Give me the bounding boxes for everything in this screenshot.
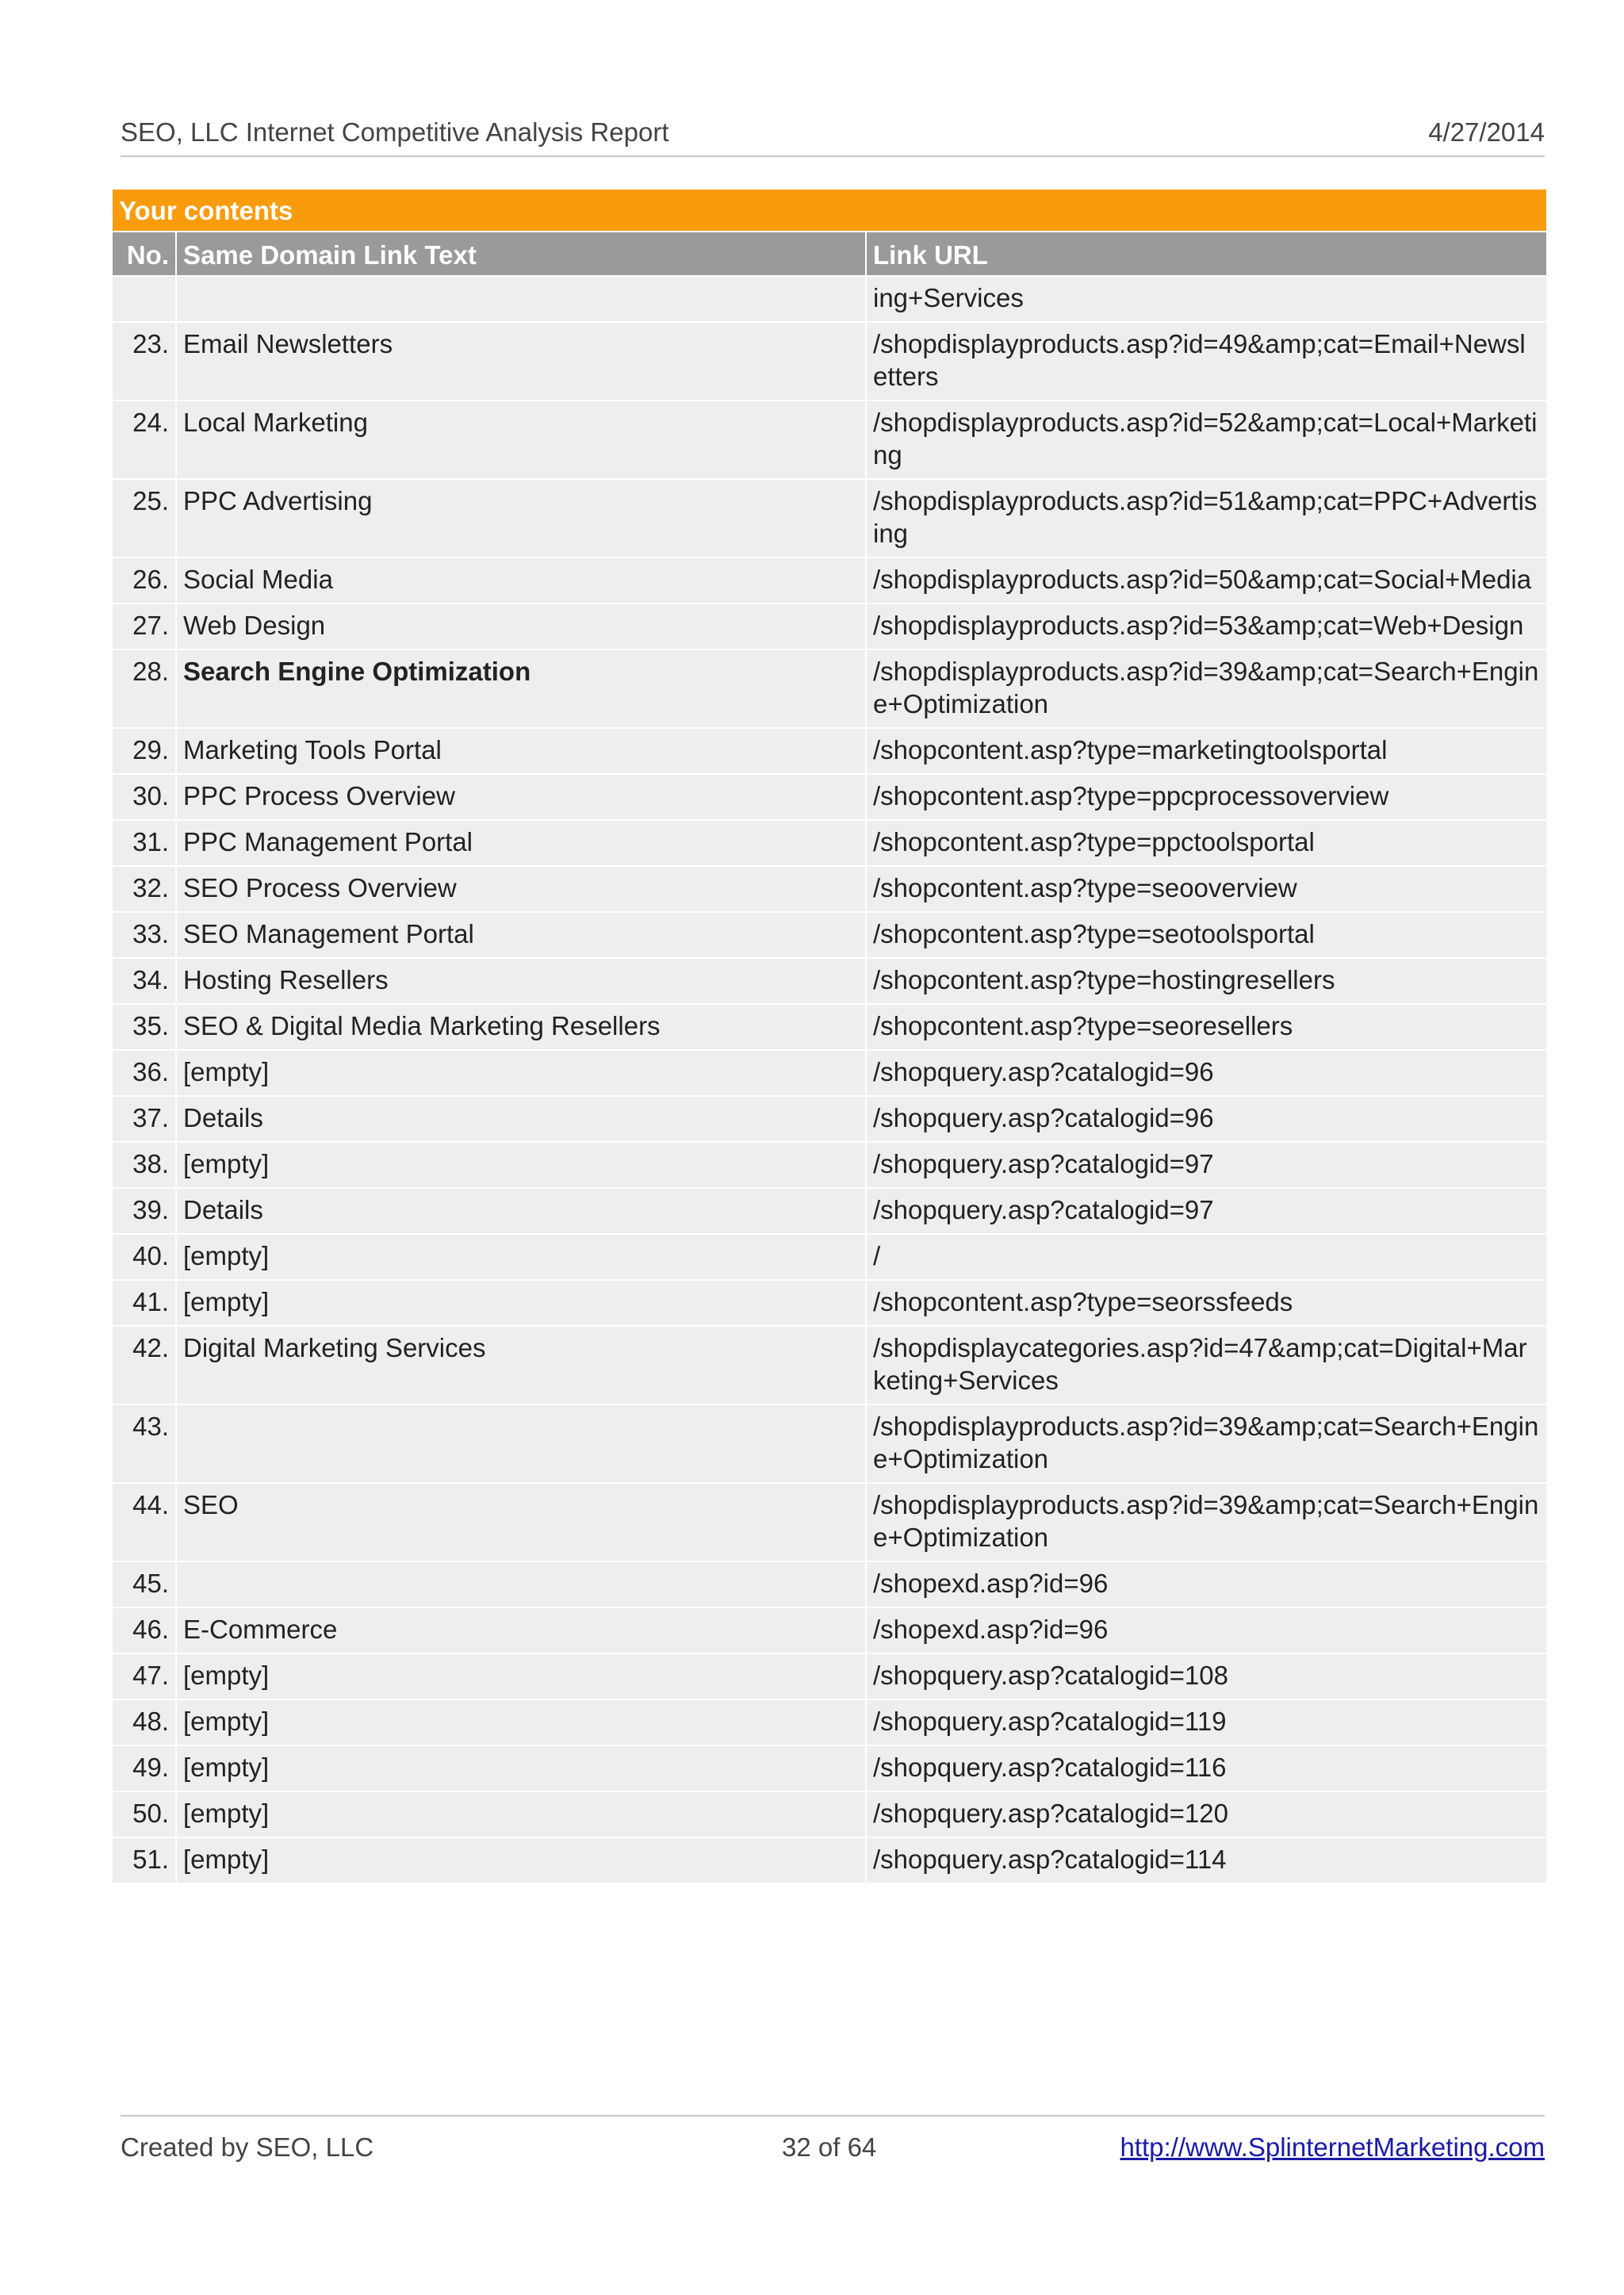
table-row (112, 820, 1547, 866)
row-link-text: Social Media (176, 557, 866, 603)
row-number: 33. (112, 912, 176, 958)
footer-page-indicator: 32 of 64 (782, 2132, 877, 2162)
row-number: 51. (112, 1837, 176, 1883)
row-link-url: /shopdisplayproducts.asp?id=53&amp;cat=Web+Design (866, 603, 1547, 649)
row-link-text: Marketing Tools Portal (176, 728, 866, 774)
row-link-text: [empty] (176, 1234, 866, 1280)
row-number: 38. (112, 1142, 176, 1188)
table-row (112, 1004, 1547, 1050)
row-number: 34. (112, 958, 176, 1004)
row-link-text: PPC Management Portal (176, 820, 866, 866)
row-link-text: Search Engine Optimization (176, 649, 866, 728)
table-row (112, 1326, 1547, 1404)
row-number: 47. (112, 1653, 176, 1699)
table-row (112, 1188, 1547, 1234)
links-table (111, 188, 1548, 1884)
row-link-url: /shopdisplayproducts.asp?id=39&amp;cat=Search+Engine+Optimization (866, 1483, 1547, 1561)
report-date: 4/27/2014 (1428, 117, 1545, 147)
row-number: 41. (112, 1280, 176, 1326)
row-link-url: /shopcontent.asp?type=marketingtoolsportal (866, 728, 1547, 774)
row-number: 23. (112, 322, 176, 400)
row-link-text (176, 1404, 866, 1483)
table-body (112, 276, 1547, 1883)
row-link-text: [empty] (176, 1745, 866, 1791)
row-link-url: /shopquery.asp?catalogid=119 (866, 1699, 1547, 1745)
row-number: 42. (112, 1326, 176, 1404)
row-link-text: [empty] (176, 1837, 866, 1883)
report-title: SEO, LLC Internet Competitive Analysis Report (121, 117, 669, 147)
row-link-url: /shopdisplayproducts.asp?id=49&amp;cat=Email+Newsletters (866, 322, 1547, 400)
row-link-text (176, 276, 866, 322)
row-link-url: /shopquery.asp?catalogid=97 (866, 1188, 1547, 1234)
row-number: 45. (112, 1561, 176, 1607)
row-link-url: /shopquery.asp?catalogid=96 (866, 1050, 1547, 1096)
row-link-text: Digital Marketing Services (176, 1326, 866, 1404)
table-row (112, 557, 1547, 603)
table-row (112, 958, 1547, 1004)
column-header-link-url: Link URL (866, 232, 1547, 276)
table-row (112, 479, 1547, 557)
row-link-url: /shopexd.asp?id=96 (866, 1607, 1547, 1653)
row-link-text: Hosting Resellers (176, 958, 866, 1004)
table-row (112, 1483, 1547, 1561)
table-row (112, 1837, 1547, 1883)
table-row (112, 603, 1547, 649)
row-link-url: /shopdisplayproducts.asp?id=39&amp;cat=Search+Engine+Optimization (866, 649, 1547, 728)
row-link-url: /shopquery.asp?catalogid=114 (866, 1837, 1547, 1883)
row-link-text: [empty] (176, 1653, 866, 1699)
row-link-url: /shopquery.asp?catalogid=108 (866, 1653, 1547, 1699)
table-row (112, 1050, 1547, 1096)
row-link-url: /shopcontent.asp?type=ppcprocessoverview (866, 774, 1547, 820)
row-number: 43. (112, 1404, 176, 1483)
section-header-row (112, 189, 1547, 232)
row-link-url: /shopcontent.asp?type=seorssfeeds (866, 1280, 1547, 1326)
row-number: 32. (112, 866, 176, 912)
row-link-url: /shopdisplayproducts.asp?id=39&amp;cat=Search+Engine+Optimization (866, 1404, 1547, 1483)
table-row (112, 322, 1547, 400)
row-link-url: /shopquery.asp?catalogid=120 (866, 1791, 1547, 1837)
column-header-row (112, 232, 1547, 276)
row-link-url: /shopdisplayproducts.asp?id=51&amp;cat=PPC+Advertising (866, 479, 1547, 557)
table-row (112, 1280, 1547, 1326)
row-link-url: /shopcontent.asp?type=seotoolsportal (866, 912, 1547, 958)
row-number: 44. (112, 1483, 176, 1561)
row-link-text: [empty] (176, 1791, 866, 1837)
table-row (112, 1653, 1547, 1699)
row-number: 24. (112, 400, 176, 479)
row-link-url: /shopquery.asp?catalogid=97 (866, 1142, 1547, 1188)
table-row (112, 912, 1547, 958)
table-row (112, 1234, 1547, 1280)
table-row (112, 276, 1547, 322)
row-link-text: PPC Process Overview (176, 774, 866, 820)
row-link-url: /shopdisplayproducts.asp?id=52&amp;cat=Local+Marketing (866, 400, 1547, 479)
row-number: 37. (112, 1096, 176, 1142)
row-link-text: [empty] (176, 1699, 866, 1745)
row-number: 39. (112, 1188, 176, 1234)
row-number: 46. (112, 1607, 176, 1653)
row-link-url: /shopcontent.asp?type=seoresellers (866, 1004, 1547, 1050)
row-link-url: /shopdisplayproducts.asp?id=50&amp;cat=Social+Media (866, 557, 1547, 603)
row-link-url: /shopdisplaycategories.asp?id=47&amp;cat=Digital+Marketing+Services (866, 1326, 1547, 1404)
row-link-url: /shopcontent.asp?type=ppctoolsportal (866, 820, 1547, 866)
row-link-text: SEO Process Overview (176, 866, 866, 912)
table-row (112, 1404, 1547, 1483)
row-link-text (176, 1561, 866, 1607)
row-link-text: [empty] (176, 1280, 866, 1326)
footer-website-link[interactable]: http://www.SplinternetMarketing.com (1120, 2132, 1545, 2162)
table-row (112, 649, 1547, 728)
row-link-url: /shopcontent.asp?type=seooverview (866, 866, 1547, 912)
row-number: 29. (112, 728, 176, 774)
row-number: 28. (112, 649, 176, 728)
row-number (112, 276, 176, 322)
table-row (112, 1561, 1547, 1607)
row-link-text: [empty] (176, 1050, 866, 1096)
row-link-text: E-Commerce (176, 1607, 866, 1653)
row-link-text: Web Design (176, 603, 866, 649)
row-link-text: Details (176, 1096, 866, 1142)
row-link-url: /shopquery.asp?catalogid=96 (866, 1096, 1547, 1142)
row-link-text: Email Newsletters (176, 322, 866, 400)
table-row (112, 728, 1547, 774)
table-row (112, 1699, 1547, 1745)
row-number: 48. (112, 1699, 176, 1745)
row-link-text: Details (176, 1188, 866, 1234)
section-title: Your contents (112, 189, 1547, 232)
row-link-url: /shopcontent.asp?type=hostingresellers (866, 958, 1547, 1004)
row-number: 26. (112, 557, 176, 603)
table-row (112, 866, 1547, 912)
row-link-text: [empty] (176, 1142, 866, 1188)
row-link-text: SEO Management Portal (176, 912, 866, 958)
row-number: 31. (112, 820, 176, 866)
row-link-text: SEO & Digital Media Marketing Resellers (176, 1004, 866, 1050)
table-row (112, 1607, 1547, 1653)
row-number: 49. (112, 1745, 176, 1791)
column-header-link-text: Same Domain Link Text (176, 232, 866, 276)
row-link-text: PPC Advertising (176, 479, 866, 557)
row-link-url: /shopexd.asp?id=96 (866, 1561, 1547, 1607)
page-header (121, 117, 1545, 157)
table-row (112, 400, 1547, 479)
table-row (112, 774, 1547, 820)
page-footer (121, 2115, 1545, 2164)
row-number: 27. (112, 603, 176, 649)
table-row (112, 1096, 1547, 1142)
row-number: 30. (112, 774, 176, 820)
row-number: 50. (112, 1791, 176, 1837)
row-link-url: ing+Services (866, 276, 1547, 322)
row-number: 36. (112, 1050, 176, 1096)
footer-created-by: Created by SEO, LLC (121, 2132, 374, 2162)
row-link-text: SEO (176, 1483, 866, 1561)
row-number: 25. (112, 479, 176, 557)
row-link-url: /shopquery.asp?catalogid=116 (866, 1745, 1547, 1791)
row-link-text: Local Marketing (176, 400, 866, 479)
table-row (112, 1791, 1547, 1837)
column-header-no: No. (112, 232, 176, 276)
table-row (112, 1745, 1547, 1791)
row-number: 40. (112, 1234, 176, 1280)
table-row (112, 1142, 1547, 1188)
row-number: 35. (112, 1004, 176, 1050)
row-link-url: / (866, 1234, 1547, 1280)
